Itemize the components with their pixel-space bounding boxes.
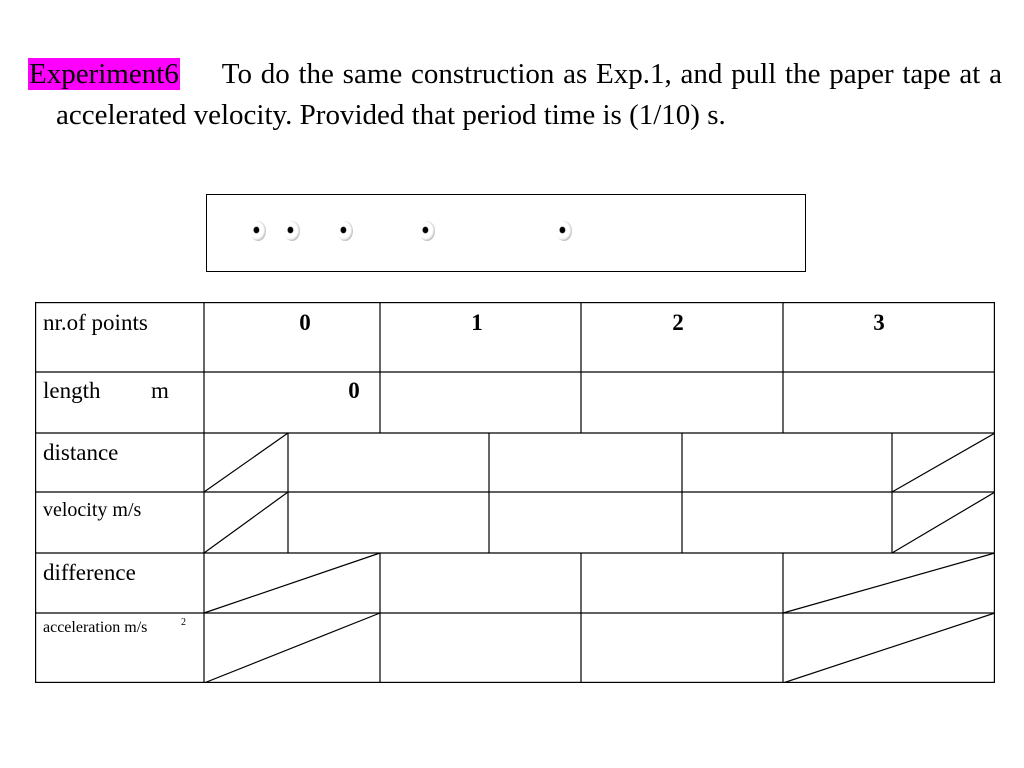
row-label-acceleration: acceleration m/s — [43, 619, 148, 636]
length-value-0: 0 — [348, 378, 360, 403]
paper-tape — [206, 194, 806, 272]
tape-dot — [284, 221, 300, 241]
row-label-distance: distance — [43, 440, 119, 465]
row-label-length: length — [43, 378, 101, 403]
row-label-difference: difference — [43, 560, 136, 585]
tape-dot — [556, 221, 572, 241]
experiment-text: To do the same construction as Exp.1, and pull the paper tape at a accelerated velocity. Provided that period time is (1/10) s. — [56, 58, 1002, 131]
tape-dot — [419, 221, 435, 241]
point-number-1: 1 — [471, 310, 483, 335]
row-label-points: nr.of points — [43, 310, 148, 335]
point-number-0: 0 — [299, 310, 311, 335]
row-label-length-unit: m — [151, 378, 169, 403]
point-number-3: 3 — [873, 310, 885, 335]
point-number-2: 2 — [672, 310, 684, 335]
tape-dot — [337, 221, 353, 241]
experiment-label: Experiment6 — [29, 58, 179, 90]
data-table — [35, 302, 995, 683]
tape-dot — [250, 221, 266, 241]
acceleration-unit-superscript: 2 — [181, 617, 186, 628]
experiment-description — [28, 54, 1002, 136]
row-label-velocity: velocity m/s — [43, 499, 142, 521]
